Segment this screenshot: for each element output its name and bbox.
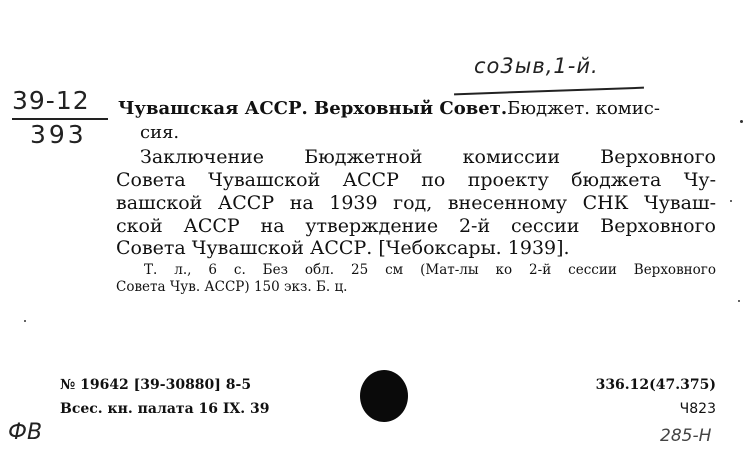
speck bbox=[740, 120, 743, 123]
body-line-3: вашской АССР на 1939 год, внесенному СНК Чуваш- bbox=[116, 192, 716, 214]
punch-hole bbox=[360, 370, 408, 422]
heading-subject: Бюджет. комис- bbox=[507, 98, 660, 119]
accession-underline bbox=[454, 87, 644, 96]
body-line-1: Заключение Бюджетной комиссии Верховного bbox=[140, 146, 716, 168]
description-line-2: Совета Чув. АССР) 150 экз. Б. ц. bbox=[116, 279, 348, 295]
body-line-4: ской АССР на утверждение 2-й сессии Верховного bbox=[116, 215, 716, 237]
accession-note: со3ыв,1-й. bbox=[474, 54, 599, 78]
speck bbox=[24, 320, 26, 322]
handwritten-mark-left: ФВ bbox=[8, 420, 43, 445]
handwritten-mark-right: 285-Н bbox=[660, 426, 712, 446]
speck bbox=[738, 300, 740, 302]
classification-code: Ч823 bbox=[679, 401, 716, 417]
call-number-bottom: 393 bbox=[30, 120, 87, 149]
heading-continuation: сия. bbox=[140, 122, 180, 143]
call-number-top: 39-12 bbox=[12, 86, 90, 115]
body-line-2: Совета Чувашской АССР по проекту бюджета Чу- bbox=[116, 169, 716, 191]
classification-number: 336.12(47.375) bbox=[595, 377, 716, 393]
heading-author: Чувашская АССР. Верховный Совет. bbox=[118, 98, 508, 119]
body-line-5: Совета Чувашской АССР. [Чебоксары. 1939]. bbox=[116, 237, 570, 259]
description-line-1: Т. л., 6 с. Без обл. 25 см (Мат-лы ко 2-й сессии Верховного bbox=[144, 262, 716, 278]
record-number: № 19642 [39-30880] 8-5 bbox=[60, 377, 252, 393]
card-heading bbox=[118, 98, 660, 119]
book-chamber-line: Всес. кн. палата 16 IX. 39 bbox=[60, 401, 270, 417]
speck bbox=[730, 200, 732, 202]
